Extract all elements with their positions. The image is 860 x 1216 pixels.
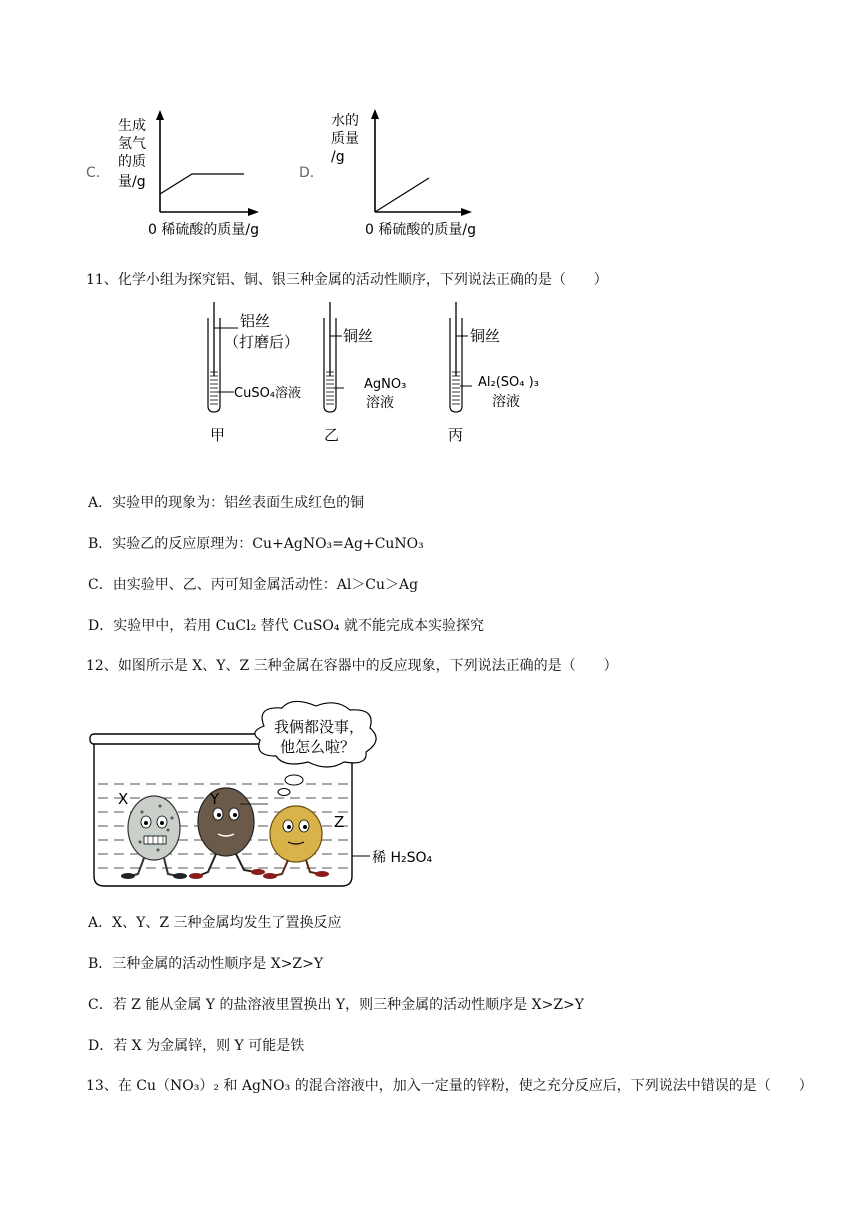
tube-jia-wire: 铝丝 <box>240 312 271 330</box>
graph-c-curve <box>160 174 244 194</box>
tube-jia-wire-note: （打磨后） <box>224 333 300 351</box>
label-x: X <box>118 790 129 808</box>
q11-figure <box>200 300 580 450</box>
q12-figure <box>88 700 448 892</box>
metal-y <box>189 788 265 879</box>
q11-option-c[interactable]: C．由实验甲、乙、丙可知金属活动性：Al＞Cu＞Ag <box>88 577 419 593</box>
graph-c <box>112 108 272 243</box>
option-c-label: C． <box>86 165 110 181</box>
thought-dot-1 <box>285 775 303 785</box>
graph-c-ylabel-4: 量/g <box>118 174 146 190</box>
graph-c-ylabel-1: 生成 <box>118 118 146 134</box>
q12-option-c[interactable]: C．若 Z 能从金属 Y 的盐溶液里置换出 Y，则三种金属的活动性顺序是 X>Z>Y <box>88 997 585 1013</box>
graph-d-ylabel-1: 水的 <box>331 113 359 129</box>
graph-c-ylabel-2: 氢气 <box>118 136 146 152</box>
tube-yi-wire: 铜丝 <box>343 327 374 345</box>
q11-option-d[interactable]: D．实验甲中，若用 CuCl₂ 替代 CuSO₄ 就不能完成本实验探究 <box>88 618 484 634</box>
graph-d-curve <box>375 178 429 212</box>
graph-c-ylabel-3: 的质 <box>118 154 146 170</box>
bubble-line-2: 他怎么啦？ <box>280 738 356 756</box>
label-y: Y <box>210 790 220 808</box>
graph-d <box>325 105 485 243</box>
tube-yi-liquid <box>326 372 334 404</box>
tube-yi <box>324 302 406 444</box>
tube-yi-name: 乙 <box>324 426 340 444</box>
graph-c-y-arrow <box>156 110 164 120</box>
tube-jia-name: 甲 <box>210 426 226 444</box>
q12-option-d[interactable]: D．若 X 为金属锌，则 Y 可能是铁 <box>88 1038 305 1054</box>
thought-dot-2 <box>278 789 290 796</box>
graph-d-y-arrow <box>371 109 379 119</box>
graph-c-xlabel: 0 稀硫酸的质量/g <box>148 222 259 238</box>
graph-c-x-arrow <box>248 208 259 216</box>
graph-d-ylabel-2: 质量 <box>331 131 359 147</box>
tube-bing-name: 丙 <box>448 426 464 444</box>
label-z: Z <box>334 813 345 831</box>
q12-stem: 12、如图所示是 X、Y、Z 三种金属在容器中的反应现象，下列说法正确的是（ ） <box>86 658 618 674</box>
metal-x <box>121 796 187 879</box>
graph-d-x-arrow <box>461 208 472 216</box>
option-d-label: D． <box>299 165 324 181</box>
bubble-line-1: 我俩都没事， <box>274 718 365 736</box>
acid-label: 稀 H₂SO₄ <box>372 850 433 866</box>
graph-d-ylabel-3: /g <box>331 149 345 165</box>
q11-option-b[interactable]: B．实验乙的反应原理为：Cu+AgNO₃=Ag+CuNO₃ <box>88 536 424 552</box>
tube-bing-solution-2: 溶液 <box>492 394 520 410</box>
tube-jia-liquid <box>210 372 218 404</box>
q12-option-b[interactable]: B．三种金属的活动性顺序是 X>Z>Y <box>88 956 324 972</box>
q11-option-a[interactable]: A．实验甲的现象为：铝丝表面生成红色的铜 <box>88 495 365 511</box>
q13-stem: 13、在 Cu（NO₃）₂ 和 AgNO₃ 的混合溶液中，加入一定量的锌粉，使之充分反应后，下列说法中错误的是（ ） <box>86 1078 813 1094</box>
tube-yi-solution-1: AgNO₃ <box>364 377 407 392</box>
tube-bing-liquid <box>452 372 460 404</box>
q12-option-a[interactable]: A．X、Y、Z 三种金属均发生了置换反应 <box>88 915 342 931</box>
tube-yi-solution-2: 溶液 <box>366 395 394 411</box>
graph-d-xlabel: 0 稀硫酸的质量/g <box>365 222 476 238</box>
tube-jia <box>208 302 301 444</box>
q11-stem: 11、化学小组为探究铝、铜、银三种金属的活动性顺序，下列说法正确的是（ ） <box>86 272 608 288</box>
tube-jia-solution: CuSO₄溶液 <box>234 386 302 401</box>
tube-bing-wire: 铜丝 <box>470 327 501 345</box>
tube-bing-solution-1: Al₂(SO₄ )₃ <box>478 375 539 390</box>
tube-bing <box>448 302 539 444</box>
